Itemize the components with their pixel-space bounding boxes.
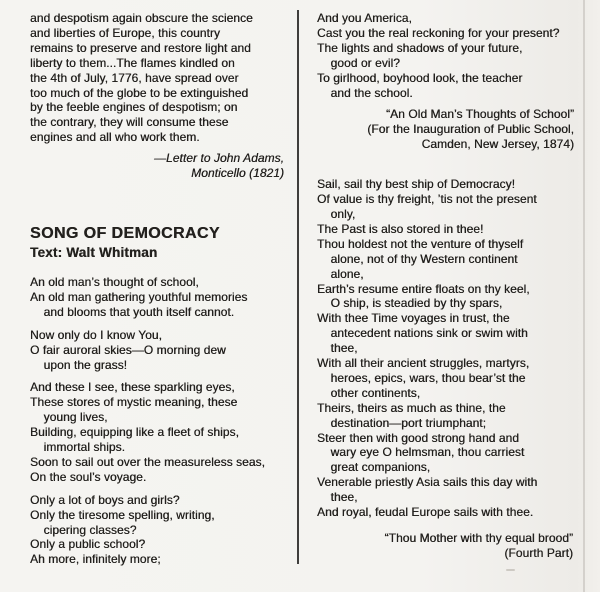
text-line: —Letter to John Adams, (153, 151, 284, 166)
text-line: and blooms that youth itself cannot. (30, 304, 235, 319)
jefferson-attribution (30, 151, 288, 181)
left-column (30, 11, 288, 567)
text-line: With thee Time voyages in trust, the (317, 311, 510, 326)
text-line: engines and all who work them. (30, 130, 200, 145)
text-line: The lights and shadows of your future, (317, 40, 523, 55)
section-title: SONG OF DEMOCRACY (30, 224, 220, 242)
text-line: Steer then with good strong hand and (317, 430, 519, 445)
text-line: And royal, feudal Europe sails with thee. (317, 505, 534, 520)
text-line: An old man gathering youthful memories (30, 289, 248, 304)
text-line: Thou holdest not the venture of thyself (317, 236, 524, 251)
text-line: heroes, epics, wars, thou bear’st the (317, 370, 526, 385)
poem-stanza (30, 275, 288, 320)
text-line: good or evil? (317, 55, 400, 70)
text-line: Theirs, theirs as much as thine, the (317, 400, 506, 415)
text-line: (Fourth Part) (504, 545, 573, 560)
text-line: liberty to them...The flames kindled on (30, 55, 235, 70)
text-line: the 4th of July, 1776, have spread over (30, 70, 239, 85)
text-line: the contrary, they will consume these (30, 115, 229, 130)
jefferson-quote (30, 11, 288, 145)
poem-stanza (30, 493, 288, 568)
text-line: “An Old Man’s Thoughts of School” (386, 107, 574, 122)
text-line: The Past is also stored in thee! (317, 221, 484, 236)
right-column (317, 11, 580, 561)
text-line: alone, not of thy Western continent (317, 251, 518, 266)
text-line: by the feeble engines of despotism; on (30, 100, 238, 115)
text-line: Now only do I know You, (30, 327, 162, 342)
text-line: O ship, is steadied by thy spars, (317, 296, 503, 311)
poem-stanza (30, 380, 288, 484)
text-line: O fair auroral skies—O morning dew (30, 342, 226, 357)
text-line: alone, (317, 266, 364, 281)
text-line: And you America, (317, 11, 412, 25)
text-line: young lives, (30, 410, 108, 425)
text-line: Building, equipping like a fleet of ships, (30, 425, 239, 440)
text-line: (For the Inauguration of Public School, (367, 122, 574, 137)
text-line: destination—port triumphant; (317, 415, 487, 430)
text-line: Sail, sail thy best ship of Democracy! (317, 177, 515, 192)
text-line: wary eye O helmsman, thou carriest (317, 445, 525, 460)
text-line: Monticello (1821) (191, 166, 284, 181)
text-line: With all their ancient struggles, martyrs, (317, 356, 530, 371)
text-line: Only a public school? (30, 537, 146, 552)
poem-stanza (317, 177, 580, 520)
column-divider-rule (297, 10, 299, 564)
text-line: cipering classes? (30, 522, 137, 537)
scan-smudge (506, 569, 515, 571)
text-line: These stores of mystic meaning, these (30, 395, 238, 410)
text-line: Venerable priestly Asia sails this day with (317, 475, 538, 490)
text-line: Of value is thy freight, ’tis not the present (317, 192, 537, 207)
poem-stanza (30, 328, 288, 373)
text-line: remains to preserve and restore light and (30, 40, 251, 55)
text-line: Soon to sail out over the measureless seas, (30, 454, 265, 469)
poem-stanza (317, 11, 580, 100)
section-subtitle: Text: Walt Whitman (30, 244, 158, 260)
page-edge-shadow (583, 0, 585, 592)
text-line: “Thou Mother with thy equal brood” (384, 531, 573, 545)
text-line: An old man’s thought of school, (30, 274, 199, 289)
text-line: antecedent nations sink or swim with (317, 326, 528, 341)
text-line: thee, (317, 341, 358, 356)
text-line: Cast you the real reckoning for your present? (317, 25, 560, 40)
text-line: and liberties of Europe, this country (30, 25, 220, 40)
text-line: immortal ships. (30, 440, 125, 455)
text-line: upon the grass! (30, 357, 128, 372)
citation-old-mans-thoughts (317, 107, 580, 152)
text-line: To girlhood, boyhood look, the teacher (317, 70, 523, 85)
text-line: and the school. (317, 85, 413, 100)
citation-thou-mother (317, 531, 580, 561)
text-line: and despotism again obscure the science (30, 11, 253, 25)
text-line: only, (317, 206, 356, 221)
text-line: And these I see, these sparkling eyes, (30, 380, 235, 395)
text-line: Only the tiresome spelling, writing, (30, 507, 215, 522)
text-line: Ah more, infinitely more; (30, 552, 161, 567)
text-line: Earth’s resume entire floats on thy keel, (317, 281, 530, 296)
text-line: Only a lot of boys and girls? (30, 492, 180, 507)
text-line: thee, (317, 490, 358, 505)
text-line: too much of the globe to be extinguished (30, 85, 249, 100)
text-line: other continents, (317, 385, 421, 400)
text-line: Camden, New Jersey, 1874) (421, 137, 574, 152)
text-line: great companions, (317, 460, 431, 475)
text-line: On the soul’s voyage. (30, 469, 147, 484)
